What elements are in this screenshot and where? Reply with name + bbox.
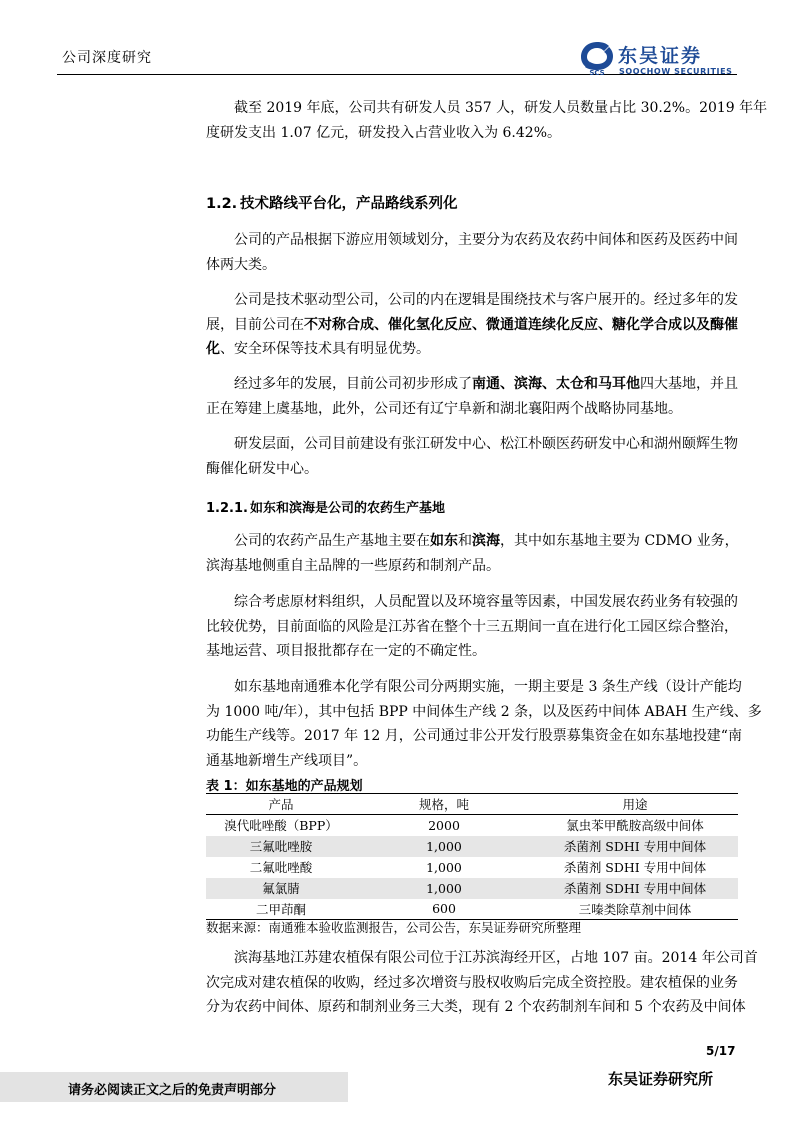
table-cell: 2000 <box>428 817 460 833</box>
table-cell: 三氟吡唑胺 <box>249 839 313 854</box>
text-run: 经过多年的发展，目前公司初步形成了 <box>234 376 472 392</box>
text-line: 通基地新增生产线项目”。 <box>206 752 368 769</box>
text-run: 四大基地，并且 <box>640 376 738 392</box>
logo-cn-text: 东吴证券 <box>618 45 703 67</box>
text-line: 为 1000 吨/年），其中包括 BPP 中间体生产线 2 条，以及医药中间体 ABAH 生产线、多 <box>206 703 762 720</box>
text-run: 、安全环保等技术具有明显优势。 <box>220 341 430 357</box>
section-number: 1.2. <box>206 196 238 212</box>
page-number: 5/17 <box>706 1044 736 1058</box>
paragraph-technology <box>206 288 738 362</box>
text-run: 展，目前公司在 <box>206 316 304 333</box>
text-run: ，其中如东基地主要为 CDMO 业务， <box>500 533 739 549</box>
soochow-logo-icon <box>578 40 616 76</box>
bold-text: 如东 <box>430 533 458 549</box>
paragraph-rudong-base <box>206 675 762 773</box>
table-row <box>206 815 738 836</box>
table-cell: 1,000 <box>426 880 462 896</box>
table-cell: 氟氯腈 <box>262 881 300 896</box>
text-line: 度研发支出 1.07 亿元，研发投入占营业收入为 6.42%。 <box>206 124 561 141</box>
bold-text: 南通、滨海、太仓和马耳他 <box>472 376 640 392</box>
section-title: 技术路线平台化，产品路线系列化 <box>240 196 458 212</box>
bold-text: 不对称合成、催化氢化反应、微通道连续化反应、糖化学合成以及酶催 <box>304 316 738 333</box>
intro-paragraph <box>206 96 768 145</box>
section-number: 1.2.1. <box>206 501 248 516</box>
text-line: 滨海基地侧重自主品牌的一些原药和制剂产品。 <box>206 557 500 574</box>
text-line: 研发层面，公司目前建设有张江研发中心、松江朴颐医药研发中心和湖州颐辉生物 <box>234 436 738 452</box>
text-line: 滨海基地江苏建农植保有限公司位于江苏滨海经开区，占地 107 亩。2014 年公司首 <box>234 950 758 966</box>
table-cell: 二甲茚酮 <box>255 901 306 917</box>
text-line <box>206 337 738 362</box>
section-heading-1-2-1 <box>206 497 445 516</box>
text-line <box>206 313 738 338</box>
text-line: 酶催化研发中心。 <box>206 460 318 477</box>
table-source-note: 数据来源：南通雅本验收监测报告，公司公告，东吴证券研究所整理 <box>206 920 582 935</box>
table-caption: 表 1：如东基地的产品规划 <box>206 779 363 794</box>
text-line <box>206 372 738 397</box>
footer-organization: 东吴证券研究所 <box>608 1070 714 1088</box>
text-line: 体两大类。 <box>206 256 276 273</box>
table-header-cell: 用途 <box>622 797 648 812</box>
text-line: 公司是技术驱动型公司，公司的内在逻辑是围绕技术与客户展开的。经过多年的发 <box>234 292 738 308</box>
paragraph-bases <box>206 372 738 421</box>
text-line: 基地运营、项目报批都存在一定的不确定性。 <box>206 643 486 659</box>
table-cell: 1,000 <box>426 838 462 854</box>
text-line: 综合考虑原材料组织，人员配置以及环境容量等因素，中国发展农药业务有较强的 <box>234 594 738 610</box>
table-cell: 杀菌剂 SDHI 专用中间体 <box>563 881 707 896</box>
text-line: 公司的产品根据下游应用领域划分，主要分为农药及农药中间体和医药及医药中间 <box>234 232 738 248</box>
text-line: 截至 2019 年底，公司共有研发人员 357 人，研发人员数量占比 30.2%。2019 年年 <box>234 100 768 116</box>
text-line: 比较优势，目前面临的风险是江苏省在整个十三五期间一直在进行化工园区综合整治， <box>206 618 738 635</box>
table-header-row <box>206 794 738 815</box>
logo-mark-text: SCS <box>589 69 605 76</box>
footer-disclaimer: 请务必阅读正文之后的免责声明部分 <box>68 1083 277 1098</box>
paragraph-binhai-base <box>206 946 758 1020</box>
table-row <box>206 899 738 920</box>
paragraph-pesticide-bases <box>206 529 738 578</box>
table-row <box>206 878 738 899</box>
table-cell: 溴代吡唑酸（BPP） <box>224 818 338 834</box>
text-run: 公司的农药产品生产基地主要在 <box>234 533 430 549</box>
table-row <box>206 836 738 857</box>
table-cell: 1,000 <box>426 859 462 875</box>
company-logo <box>578 40 740 80</box>
text-line <box>206 529 738 554</box>
table-cell: 杀菌剂 SDHI 专用中间体 <box>563 839 707 854</box>
table-cell: 三嗪类除草剂中间体 <box>578 901 692 917</box>
text-run: 和 <box>458 533 472 549</box>
table-cell: 二氟吡唑酸 <box>249 860 313 875</box>
section-heading-1-2 <box>206 192 458 213</box>
section-title: 如东和滨海是公司的农药生产基地 <box>250 501 446 516</box>
text-line: 功能生产线等。2017 年 12 月，公司通过非公开发行股票募集资金在如东基地投建“南 <box>206 728 742 744</box>
table-cell: 杀菌剂 SDHI 专用中间体 <box>563 860 707 875</box>
text-line: 次完成对建农植保的收购，经过多次增资与股权收购后完成全资控股。建农植保的业务 <box>206 974 738 991</box>
table-header-cell: 规格，吨 <box>418 797 469 812</box>
bold-text: 滨海 <box>472 533 500 549</box>
text-line: 分为农药中间体、原药和制剂业务三大类，现有 2 个农药制剂车间和 5 个农药及中间体 <box>206 999 746 1015</box>
paragraph-risks <box>206 590 738 664</box>
table-cell: 氯虫苯甲酰胺高级中间体 <box>566 818 704 834</box>
text-line: 正在筹建上虞基地，此外，公司还有辽宁阜新和湖北襄阳两个战略协同基地。 <box>206 400 682 417</box>
bold-text: 化 <box>206 341 220 357</box>
paragraph-product-categories <box>206 228 738 277</box>
table-header-cell: 产品 <box>268 797 294 812</box>
paragraph-rd <box>206 432 738 481</box>
header-section-label: 公司深度研究 <box>62 50 152 66</box>
table-cell: 600 <box>432 901 456 917</box>
table-row <box>206 857 738 878</box>
logo-en-text: SOOCHOW SECURITIES <box>619 67 733 76</box>
text-line: 如东基地南通雅本化学有限公司分两期实施，一期主要是 3 条生产线（设计产能均 <box>234 679 742 695</box>
product-plan-table <box>206 793 738 920</box>
